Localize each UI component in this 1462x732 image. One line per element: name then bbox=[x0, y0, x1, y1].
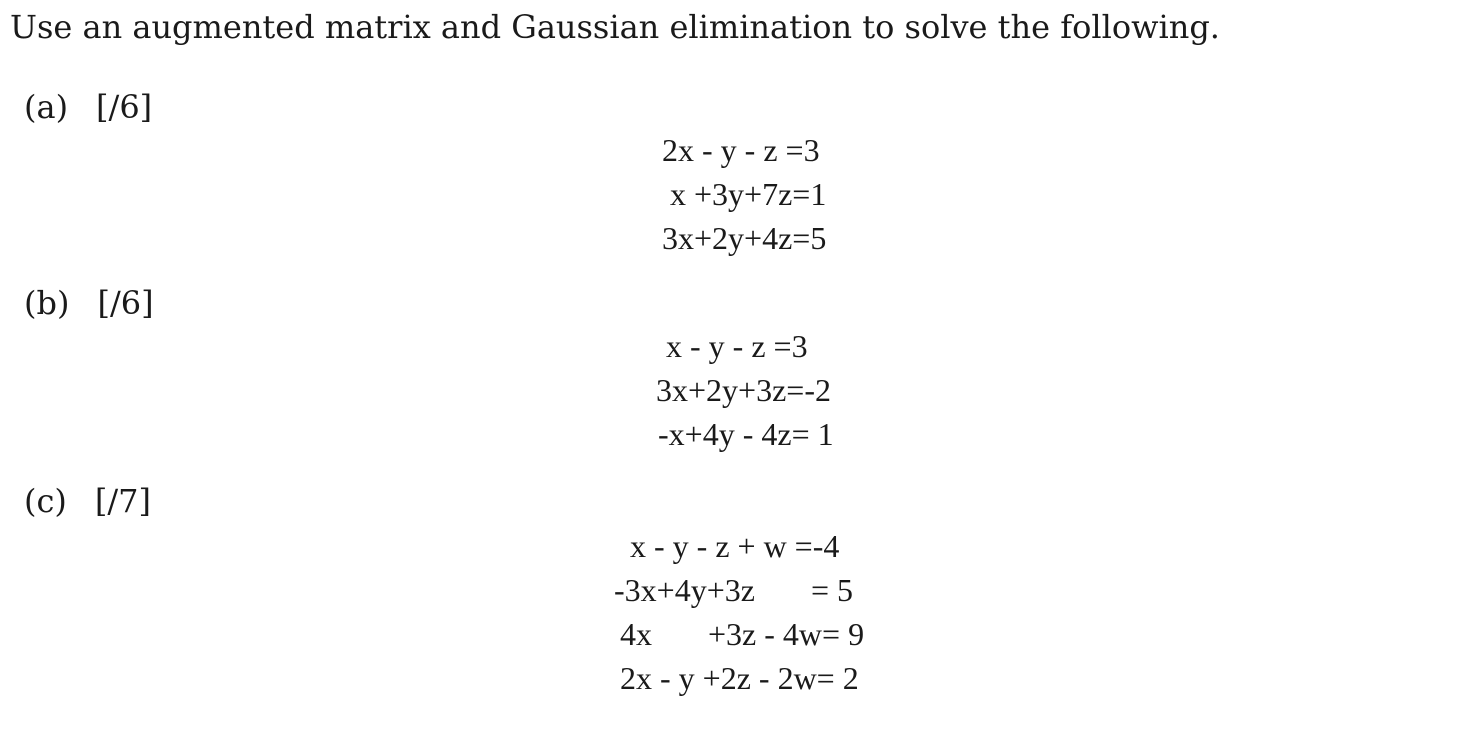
part-b-equation-1: x - y - z =3 bbox=[666, 328, 808, 364]
part-b-equation-2: 3x+2y+3z=-2 bbox=[656, 372, 831, 408]
part-b-points: [/6] bbox=[97, 284, 154, 322]
part-a-equation-2: x +3y+7z=1 bbox=[670, 176, 827, 212]
part-c-label: (c) bbox=[24, 482, 67, 520]
part-b-header bbox=[24, 284, 154, 322]
part-a-equation-1: 2x - y - z =3 bbox=[662, 132, 820, 168]
instructions-text: Use an augmented matrix and Gaussian elimination to solve the following. bbox=[10, 8, 1220, 46]
part-a-equation-3: 3x+2y+4z=5 bbox=[662, 220, 827, 256]
part-a-label: (a) bbox=[24, 88, 69, 126]
part-b-equation-3: -x+4y - 4z= 1 bbox=[658, 416, 834, 452]
part-a-header bbox=[24, 88, 152, 126]
part-c-points: [/7] bbox=[94, 482, 151, 520]
part-c-equation-2: -3x+4y+3z = 5 bbox=[614, 572, 853, 608]
part-c-equation-3: 4x +3z - 4w= 9 bbox=[620, 616, 865, 652]
part-c-equation-1: x - y - z + w =-4 bbox=[630, 528, 840, 564]
part-b-label: (b) bbox=[24, 284, 70, 322]
part-c-header bbox=[24, 482, 151, 520]
part-c-equation-4: 2x - y +2z - 2w= 2 bbox=[620, 660, 859, 696]
part-a-points: [/6] bbox=[96, 88, 153, 126]
